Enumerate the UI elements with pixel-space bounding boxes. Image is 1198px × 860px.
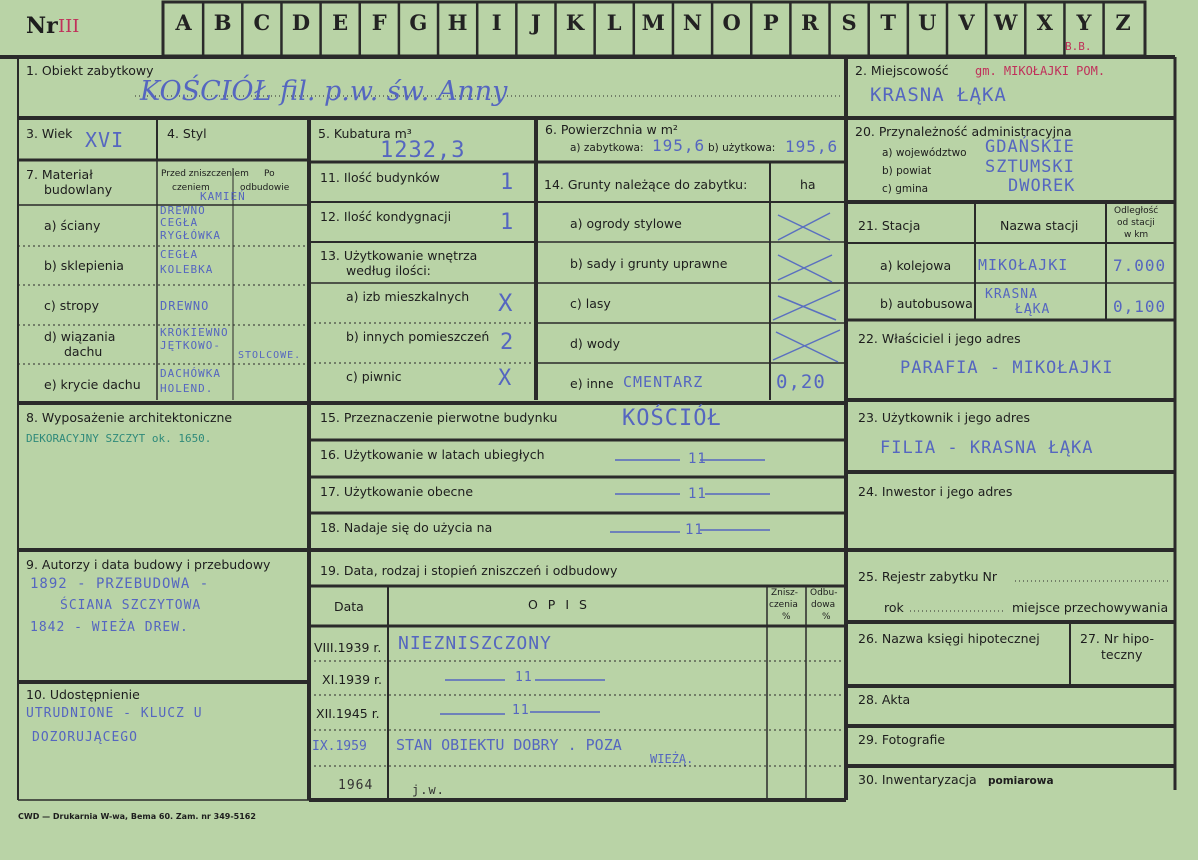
field-7-extra: KAMIEŃ xyxy=(200,190,246,203)
field-9-line-2: ŚCIANA SZCZYTOWA xyxy=(60,598,202,613)
field-17-label: 17. Użytkowanie obecne xyxy=(320,484,474,499)
field-7-label-2: budowlany xyxy=(44,182,113,197)
field-7e-v2: HOLEND. xyxy=(160,382,214,395)
field-23-label: 23. Użytkownik i jego adres xyxy=(858,410,1030,425)
field-6-sub-b: b) użytkowa: xyxy=(708,142,776,154)
field-26-label: 26. Nazwa księgi hipotecznej xyxy=(858,631,1040,646)
field-20a-value: GDAŃSKIE xyxy=(985,137,1075,157)
field-7a-v3: RYGŁÓWKA xyxy=(160,229,221,242)
field-19-text-4: STAN OBIEKTU DOBRY . POZA xyxy=(396,736,622,754)
field-19-date-2: XI.1939 r. xyxy=(322,672,382,687)
index-letter-v: V xyxy=(958,10,975,35)
field-19-date-1: VIII.1939 r. xyxy=(314,640,382,655)
index-letter-i: I xyxy=(491,10,502,35)
field-21-col-dist-3: w km xyxy=(1124,230,1149,240)
nr-value: III xyxy=(58,16,80,37)
index-letter-f: F xyxy=(371,10,387,35)
field-19-text-5: j.w. xyxy=(412,783,445,797)
field-19-text-1: NIEZNISZCZONY xyxy=(398,633,552,654)
field-8-label: 8. Wyposażenie architektoniczne xyxy=(26,410,233,425)
field-19-date-4: IX.1959 xyxy=(312,739,367,754)
field-25-rok: rok xyxy=(884,600,904,615)
field-7b-label: b) sklepienia xyxy=(44,258,124,273)
field-19-col-znisz: Znisz- xyxy=(771,588,799,598)
field-21-label: 21. Stacja xyxy=(858,218,921,233)
index-letter-k: K xyxy=(565,10,585,35)
field-20b-value: SZTUMSKI xyxy=(985,157,1075,177)
field-20c-label: c) gmina xyxy=(882,183,929,195)
field-21b-label: b) autobusowa xyxy=(880,296,973,311)
field-12-value: 1 xyxy=(500,210,515,235)
field-6-val-b: 195,6 xyxy=(785,137,839,156)
field-7b-v1: CEGŁA xyxy=(160,248,199,261)
field-19-col-odbu-2: dowa xyxy=(811,600,836,610)
nr-label: Nr xyxy=(26,13,58,39)
field-20c-value: DWOREK xyxy=(1008,176,1076,196)
index-letter-w: W xyxy=(993,10,1018,35)
field-4-label: 4. Styl xyxy=(167,126,207,141)
field-29-label: 29. Fotografie xyxy=(858,732,946,747)
index-letter-g: G xyxy=(409,10,428,35)
field-18-label: 18. Nadaje się do użycia na xyxy=(320,520,493,535)
field-7d-v1: KROKIEWNO xyxy=(160,326,229,339)
field-21-col-dist-2: od stacji xyxy=(1117,218,1155,228)
field-10-line-2: DOZORUJĄCEGO xyxy=(32,730,138,745)
field-7c-v1: DREWNO xyxy=(160,299,210,313)
field-19-date-5: 1964 xyxy=(338,778,374,793)
field-7b-v2: KOLEBKA xyxy=(160,263,214,276)
field-21b-name: KRASNA xyxy=(985,287,1038,302)
index-letter-e: E xyxy=(332,10,349,35)
field-21b-dist: 0,100 xyxy=(1113,297,1167,316)
field-13b-value: 2 xyxy=(500,330,515,355)
field-13-label-2: według ilości: xyxy=(346,263,431,278)
field-19-mark-3: 11 xyxy=(512,703,530,718)
field-14e-value: 0,20 xyxy=(776,371,826,393)
field-7-col-before: Przed zniszczeniem xyxy=(161,169,249,179)
field-15-value: KOŚCIÓŁ xyxy=(622,406,722,431)
field-19-col-znisz-pct: % xyxy=(782,612,791,622)
field-17-mark: 11 xyxy=(688,486,707,502)
field-13-label: 13. Użytkowanie wnętrza xyxy=(320,248,478,263)
field-21a-name: MIKOŁAJKI xyxy=(978,256,1069,274)
field-1-label: 1. Obiekt zabytkowy xyxy=(26,63,154,78)
field-22-label: 22. Właściciel i jego adres xyxy=(858,331,1021,346)
field-13a-value: X xyxy=(498,289,514,317)
field-16-mark: 11 xyxy=(688,451,707,467)
index-letter-j: J xyxy=(530,10,541,35)
field-9-line-1: 1892 - PRZEBUDOWA - xyxy=(30,576,210,592)
field-19-col-odbu-pct: % xyxy=(822,612,831,622)
field-20-label: 20. Przynależność administracyjna xyxy=(855,124,1072,139)
index-letter-z: Z xyxy=(1115,10,1131,35)
field-28-label: 28. Akta xyxy=(858,692,911,707)
field-21b-name-2: ŁĄKA xyxy=(1015,302,1051,317)
field-10-line-1: UTRUDNIONE - KLUCZ U xyxy=(26,706,203,721)
index-letter-l: L xyxy=(606,10,622,35)
field-11-label: 11. Ilość budynków xyxy=(320,170,440,185)
field-25-label: 25. Rejestr zabytku Nr xyxy=(858,569,998,584)
index-letter-m: M xyxy=(641,10,665,35)
alphabet-dividers xyxy=(0,0,1198,60)
field-9-line-3: 1842 - WIEŻA DREW. xyxy=(30,620,189,635)
index-letter-y: Y xyxy=(1076,10,1092,35)
index-letter-t: T xyxy=(880,10,896,35)
letters-note: B.B. xyxy=(1065,40,1092,53)
field-8-value: DEKORACYJNY SZCZYT ok. 1650. xyxy=(26,432,212,445)
field-13c-label: c) piwnic xyxy=(346,369,402,384)
field-13b-label: b) innych pomieszczeń xyxy=(346,329,490,344)
field-22-value: PARAFIA - MIKOŁAJKI xyxy=(900,358,1114,378)
field-5-label: 5. Kubatura m³ xyxy=(318,126,412,141)
index-letter-s: S xyxy=(841,10,857,35)
field-6-val-a: 195,6 xyxy=(652,136,706,155)
field-7e-v1: DACHÓWKA xyxy=(160,367,221,380)
field-19-col-opis: O P I S xyxy=(528,597,590,612)
index-letter-c: C xyxy=(253,10,271,35)
field-19-mark-2: 11 xyxy=(515,670,533,685)
field-12-label: 12. Ilość kondygnacji xyxy=(320,209,452,224)
field-7-col-before-2: czeniem xyxy=(172,183,210,193)
field-19-col-odbu: Odbu- xyxy=(810,588,838,598)
field-7a-label: a) ściany xyxy=(44,218,101,233)
field-2-label: 2. Miejscowość xyxy=(855,63,949,78)
index-letter-u: U xyxy=(918,10,937,35)
field-7a-v1: DREWNO xyxy=(160,204,206,217)
field-3-label: 3. Wiek xyxy=(26,126,73,141)
field-21a-dist: 7.000 xyxy=(1113,256,1167,275)
field-30-label: 30. Inwentaryzacja xyxy=(858,772,977,787)
field-2-note: gm. MIKOŁAJKI POM. xyxy=(975,64,1106,78)
field-7d-v3: STOLCOWE. xyxy=(238,350,302,361)
field-14-unit: ha xyxy=(800,177,816,192)
field-7-label: 7. Materiał xyxy=(26,167,93,182)
field-7c-label: c) stropy xyxy=(44,298,99,313)
index-letter-b: B xyxy=(213,10,232,35)
field-19-col-date: Data xyxy=(334,599,364,614)
field-2-value: KRASNA ŁĄKA xyxy=(870,84,1007,106)
field-13c-value: X xyxy=(498,366,513,391)
field-7d-v2: JĘTKOWO- xyxy=(160,339,221,352)
field-7d-label-2: dachu xyxy=(64,344,103,359)
field-24-label: 24. Inwestor i jego adres xyxy=(858,484,1013,499)
field-16-label: 16. Użytkowanie w latach ubiegłych xyxy=(320,447,545,462)
field-19-text-4b: WIEŻĄ. xyxy=(650,752,694,766)
field-27-label-2: teczny xyxy=(1101,647,1143,662)
field-14a-label: a) ogrody stylowe xyxy=(570,216,682,231)
field-6-sub-a: a) zabytkowa: xyxy=(570,142,644,154)
field-9-label: 9. Autorzy i data budowy i przebudowy xyxy=(26,557,271,572)
field-7a-v2: CEGŁA xyxy=(160,216,199,229)
index-letter-d: D xyxy=(291,10,311,35)
printer-footer: CWD — Drukarnia W-wa, Bema 60. Zam. nr 349-5162 xyxy=(18,812,256,821)
index-letter-p: P xyxy=(762,10,779,35)
field-19-col-znisz-2: czenia xyxy=(769,600,798,610)
field-10-label: 10. Udostępnienie xyxy=(26,687,140,702)
field-5-value: 1232,3 xyxy=(380,138,466,163)
field-14-label: 14. Grunty należące do zabytku: xyxy=(544,177,748,192)
index-letter-o: O xyxy=(722,10,741,35)
field-6-label: 6. Powierzchnia w m² xyxy=(545,122,678,137)
index-letter-a: A xyxy=(175,10,192,35)
field-23-value: FILIA - KRASNA ŁĄKA xyxy=(880,438,1094,458)
index-letter-n: N xyxy=(682,10,703,35)
field-15-label: 15. Przeznaczenie pierwotne budynku xyxy=(320,410,558,425)
index-letter-x: X xyxy=(1036,10,1053,35)
field-30-label-2: pomiarowa xyxy=(988,775,1054,787)
field-13a-label: a) izb mieszkalnych xyxy=(346,289,470,304)
field-14d-label: d) wody xyxy=(570,336,620,351)
field-7e-label: e) krycie dachu xyxy=(44,377,141,392)
field-14b-label: b) sady i grunty uprawne xyxy=(570,256,728,271)
field-20a-label: a) województwo xyxy=(882,147,967,159)
field-3-value: XVI xyxy=(85,128,125,152)
field-19-label: 19. Data, rodzaj i stopień zniszczeń i odbudowy xyxy=(320,563,618,578)
field-25-miejsce: miejsce przechowywania xyxy=(1012,600,1169,615)
field-21-col-dist: Odległość xyxy=(1114,206,1159,216)
field-7d-label: d) wiązania xyxy=(44,329,116,344)
field-21a-label: a) kolejowa xyxy=(880,258,952,273)
field-20b-label: b) powiat xyxy=(882,165,932,177)
field-18-mark: 11 xyxy=(685,522,704,538)
field-21-col-name: Nazwa stacji xyxy=(1000,218,1079,233)
field-14e-text: CMENTARZ xyxy=(623,373,704,391)
index-letter-h: H xyxy=(447,10,468,35)
field-14c-label: c) lasy xyxy=(570,296,611,311)
field-14e-label: e) inne xyxy=(570,376,614,391)
index-letter-r: R xyxy=(801,10,819,35)
field-7-col-after: Po xyxy=(264,169,275,179)
field-27-label: 27. Nr hipo- xyxy=(1080,631,1155,646)
field-1-value: KOŚCIÓŁ fil. p.w. św. Anny xyxy=(140,76,508,107)
field-11-value: 1 xyxy=(500,170,515,195)
field-7-col-after-2: odbudowie xyxy=(240,183,290,193)
field-19-date-3: XII.1945 r. xyxy=(316,706,380,721)
